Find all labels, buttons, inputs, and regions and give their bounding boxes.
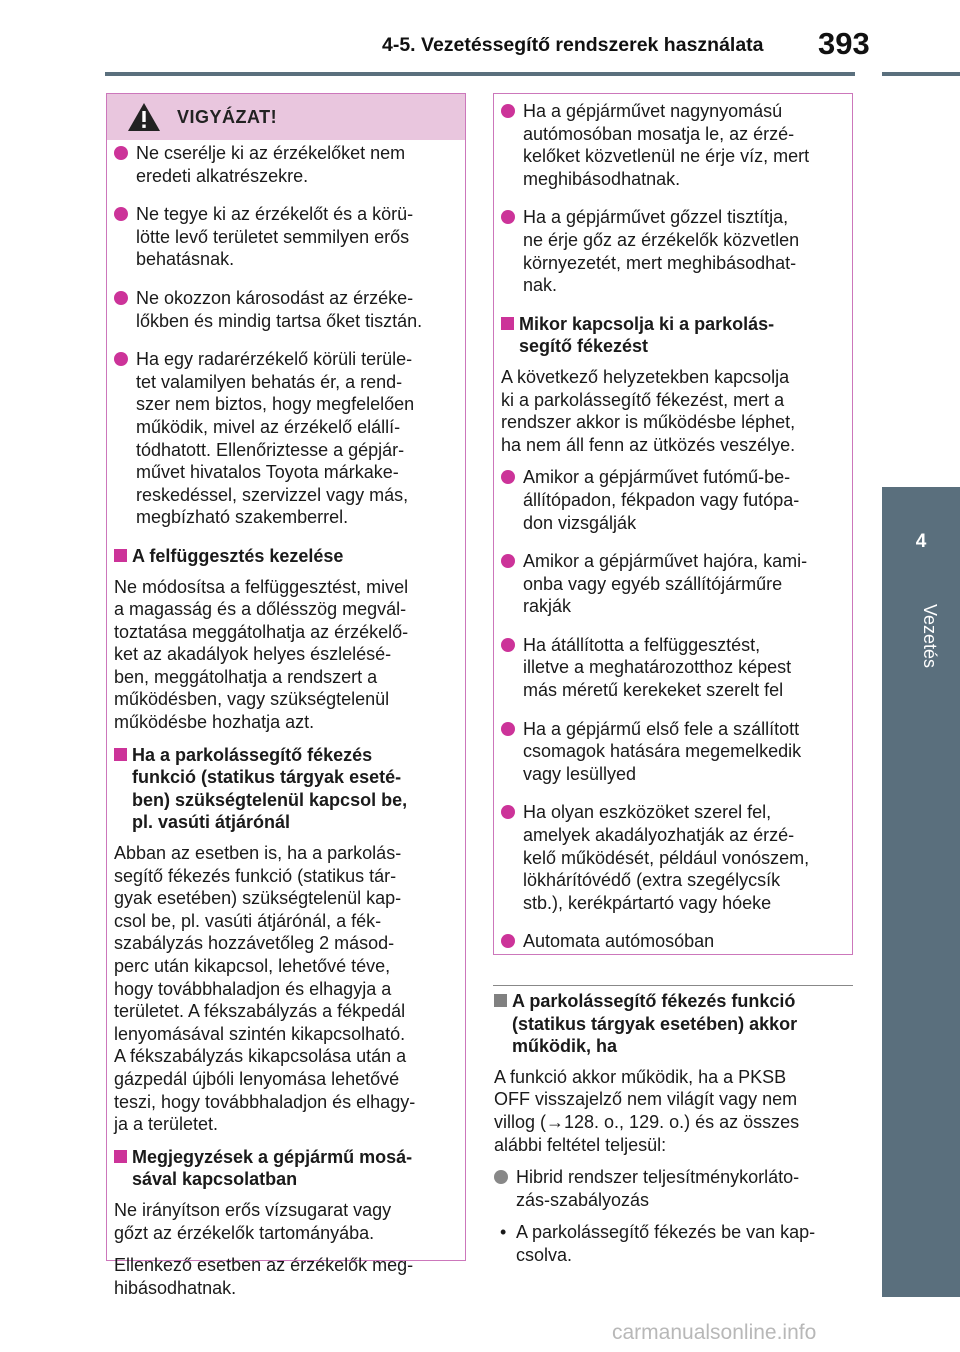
bullet-item [114, 142, 456, 187]
text-line: lenyomásával szintén kikapcsolható. [114, 1023, 406, 1044]
text-line: (statikus tárgyak esetében) akkor [512, 1013, 798, 1034]
text-line: A parkolássegítő fékezés funkció [512, 991, 796, 1011]
square-marker-icon [114, 748, 127, 761]
bullet-dot-icon [114, 146, 128, 160]
text-line: A felfüggesztés kezelése [132, 545, 344, 566]
warning-header [107, 94, 465, 140]
bullet-dot-icon [501, 638, 515, 652]
warning-triangle-icon [127, 102, 161, 132]
text-line: Hibrid rendszer teljesítménykorláto- [516, 1167, 800, 1188]
text-line: vagy lesüllyed [523, 763, 637, 784]
text-line: autómosóban mosatja le, az érzé- [523, 123, 795, 144]
section-separator [493, 985, 853, 986]
text-line: A parkolássegítő fékezés be van kap- [516, 1222, 816, 1243]
text-line: csomagok hatására megemelkedik [523, 741, 802, 762]
paragraph [114, 1254, 456, 1299]
chapter-tab-label: Vezetés [920, 604, 940, 669]
text-line: sával kapcsolatban [132, 1169, 298, 1190]
warning-content [114, 142, 456, 1309]
text-line: nak. [523, 275, 558, 296]
text-line: meghibásodhatnak. [523, 168, 681, 189]
section-heading [114, 1146, 456, 1191]
text-line: kelőket közvetlenül ne érje víz, mert [523, 146, 810, 167]
text-line: lökhárítóvédő (extra szegélycsík [523, 870, 781, 891]
section-heading [501, 313, 851, 358]
text-line: segítő fékezést [519, 336, 649, 357]
text-line: lötte levő területet semmilyen erős [136, 226, 410, 247]
bullet-dot-icon [501, 805, 515, 819]
text-line: gázpedál újbóli lenyomása lehetővé [114, 1068, 400, 1089]
text-line: Ne okozzon károsodást az érzéke- [136, 287, 414, 308]
bullet-dot-icon [114, 207, 128, 221]
text-line: Ha egy radarérzékelő körüli terüle- [136, 349, 413, 370]
page-header-title: 4-5. Vezetéssegítő rendszerek használata [382, 34, 764, 56]
text-line: eredeti alkatrészekre. [136, 165, 309, 186]
text-line: Ha a gépjármű első fele a szállított [523, 718, 800, 739]
text-line: hibásodhatnak. [114, 1277, 237, 1298]
bullet-item [501, 100, 851, 190]
watermark: carmanualsonline.info [612, 1321, 817, 1344]
text-line: villog (→128. o., 129. o.) és az összes [494, 1111, 800, 1132]
text-line: rendszer akkor is működésbe léphet, [501, 412, 796, 433]
bullet-item [114, 287, 456, 332]
text-line: A funkció akkor működik, ha a PKSB [494, 1066, 787, 1087]
text-line: Ne tegye ki az érzékelőt és a körü- [136, 204, 414, 225]
text-line: Amikor a gépjárművet futómű-be- [523, 467, 791, 488]
text-line: megbízható szakemberrel. [136, 507, 349, 528]
page-number: 393 [818, 26, 870, 61]
text-line: funkció (statikus tárgyak eseté- [132, 767, 402, 788]
section-heading [114, 744, 456, 834]
text-line: ben) szükségtelenül kapcsol be, [132, 789, 408, 810]
text-line: ket az akadályok helyes észlelésé- [114, 644, 392, 665]
square-marker-icon [501, 317, 514, 330]
text-line: stb.), kerékpártartó vagy hóeke [523, 892, 772, 913]
bullet-dot-icon [501, 934, 515, 948]
chapter-tab-rule [882, 72, 960, 76]
section-heading [494, 990, 860, 1058]
text-line: Amikor a gépjárművet hajóra, kami- [523, 551, 808, 572]
text-line: szabályzás hozzávetőleg 2 másod- [114, 933, 395, 954]
warning-title: VIGYÁZAT! [177, 106, 278, 127]
bullet-dot-icon [494, 1170, 508, 1184]
text-line: hogy továbbhaladjon és elhagyja a [114, 978, 392, 999]
text-line: csolva. [516, 1244, 573, 1265]
bullet-item [501, 550, 851, 618]
bullet-dot-icon [501, 470, 515, 484]
text-line: segítő fékezés funkció (statikus tár- [114, 865, 397, 886]
text-line: perc után kikapcsol, lehetővé téve, [114, 956, 391, 976]
text-line: Ne módosítsa a felfüggesztést, mivel [114, 576, 409, 597]
text-line: a magasság és a dőlésszög megvál- [114, 599, 407, 620]
text-line: működik, ha [512, 1036, 618, 1057]
text-line: működik, mivel az érzékelő elállí- [136, 416, 401, 437]
text-line: toztatása meggátolhatja az érzékelő- [114, 621, 409, 642]
bullet-dot-icon [501, 554, 515, 568]
bullet-dot-icon [114, 291, 128, 305]
section-heading [114, 545, 456, 568]
text-line: ki a parkolássegítő fékezést, mert a [501, 389, 785, 410]
text-line: gyak esetében) szükségtelenül kap- [114, 888, 402, 909]
text-line: Ha olyan eszközöket szerel fel, [523, 802, 772, 823]
text-line: zás-szabályozás [516, 1189, 650, 1210]
text-line: Ne cserélje ki az érzékelőket nem [136, 143, 406, 163]
text-line: állítópadon, fékpadon vagy futópa- [523, 489, 800, 510]
text-line: lőkben és mindig tartsa őket tisztán. [136, 310, 423, 331]
text-line: más méretű kerekeket szerelt fel [523, 680, 784, 701]
text-line: Ha a parkolássegítő fékezés [132, 744, 373, 765]
text-line: Ha a gépjárművet gőzzel tisztítja, [523, 207, 789, 228]
bullet-item [501, 718, 851, 786]
text-line: A fékszabályzás kikapcsolása után a [114, 1046, 407, 1067]
text-line: Abban az esetben is, ha a parkolás- [114, 843, 402, 864]
text-line: Ne irányítson erős vízsugarat vagy [114, 1199, 392, 1220]
bullet-dot-icon [501, 104, 515, 118]
text-line: gőzt az érzékelők tartományába. [114, 1222, 375, 1243]
text-line: működésben, vagy szükségtelenül [114, 689, 390, 710]
text-line: Automata autómosóban [523, 931, 715, 952]
bullet-item [501, 206, 851, 296]
paragraph [114, 842, 456, 1136]
text-line: művet hivatalos Toyota márkake- [136, 462, 399, 483]
header-rule [105, 72, 855, 76]
bullet-dot-icon [114, 352, 128, 366]
text-line: Ha átállította a felfüggesztést, [523, 634, 761, 655]
text-line: Mikor kapcsolja ki a parkolás- [519, 313, 775, 334]
text-line: csol be, pl. vasúti átjárónál, a fék- [114, 910, 382, 931]
sub-bullet-mark: • [500, 1222, 507, 1243]
text-line: reskedéssel, szervizzel vagy más, [136, 484, 409, 505]
text-line: Megjegyzések a gépjármű mosá- [132, 1146, 413, 1167]
text-line: rakják [523, 596, 572, 617]
text-line: környezetét, mert meghibásodhat- [523, 252, 797, 273]
paragraph [494, 1066, 860, 1156]
paragraph [114, 576, 456, 734]
text-line: A következő helyzetekben kapcsolja [501, 366, 790, 387]
text-line: don vizsgálják [523, 512, 637, 533]
paragraph [114, 1199, 456, 1244]
text-line: OFF visszajelző nem világít vagy nem [494, 1089, 798, 1110]
bullet-item [114, 348, 456, 529]
bullet-dot-icon [501, 210, 515, 224]
text-line: ja a területet. [114, 1114, 219, 1135]
bullet-item [501, 930, 851, 953]
text-line: teszi, hogy továbbhaladjon és elhagy- [114, 1091, 416, 1112]
bullet-item [501, 801, 851, 914]
square-marker-icon [494, 994, 507, 1007]
text-line: ne érje gőz az érzékelők közvetlen [523, 229, 800, 250]
bullet-item [114, 203, 456, 271]
square-marker-icon [114, 549, 127, 562]
text-line: ben, meggátolhatja a rendszert a [114, 666, 378, 687]
text-line: pl. vasúti átjárónál [132, 812, 291, 833]
text-line: ha nem áll fenn az ütközés veszélye. [501, 434, 796, 455]
bullet-item [501, 634, 851, 702]
text-line: alábbi feltétel teljesül: [494, 1134, 667, 1155]
square-marker-icon [114, 1150, 127, 1163]
bullet-item [501, 466, 851, 534]
text-line: amelyek akadályozhatják az érzé- [523, 825, 795, 846]
text-line: onba vagy egyéb szállítójárműre [523, 573, 783, 594]
chapter-tab-number[interactable]: 4 [882, 487, 960, 597]
bottom-section [494, 990, 860, 1267]
text-line: tódhatott. Ellenőriztesse a gépjár- [136, 439, 405, 460]
text-line: tet valamilyen behatás ér, a rend- [136, 371, 403, 392]
sub-bullet-item [494, 1221, 860, 1266]
text-line: szer nem biztos, hogy megfelelően [136, 394, 415, 415]
bullet-dot-icon [501, 722, 515, 736]
text-line: Ellenkező esetben az érzékelők meg- [114, 1255, 414, 1276]
text-line: Ha a gépjárművet nagynyomású [523, 101, 783, 121]
text-line: területet. A fékszabályzás a fékpedál [114, 1001, 406, 1022]
text-line: illetve a meghatározotthoz képest [523, 657, 792, 678]
text-line: behatásnak. [136, 249, 235, 270]
bullet-item [494, 1166, 860, 1211]
paragraph [501, 366, 851, 456]
text-line: kelő működését, például vonószem, [523, 847, 810, 868]
right-box-content [501, 100, 851, 969]
text-line: működésbe hozhatja azt. [114, 712, 315, 733]
